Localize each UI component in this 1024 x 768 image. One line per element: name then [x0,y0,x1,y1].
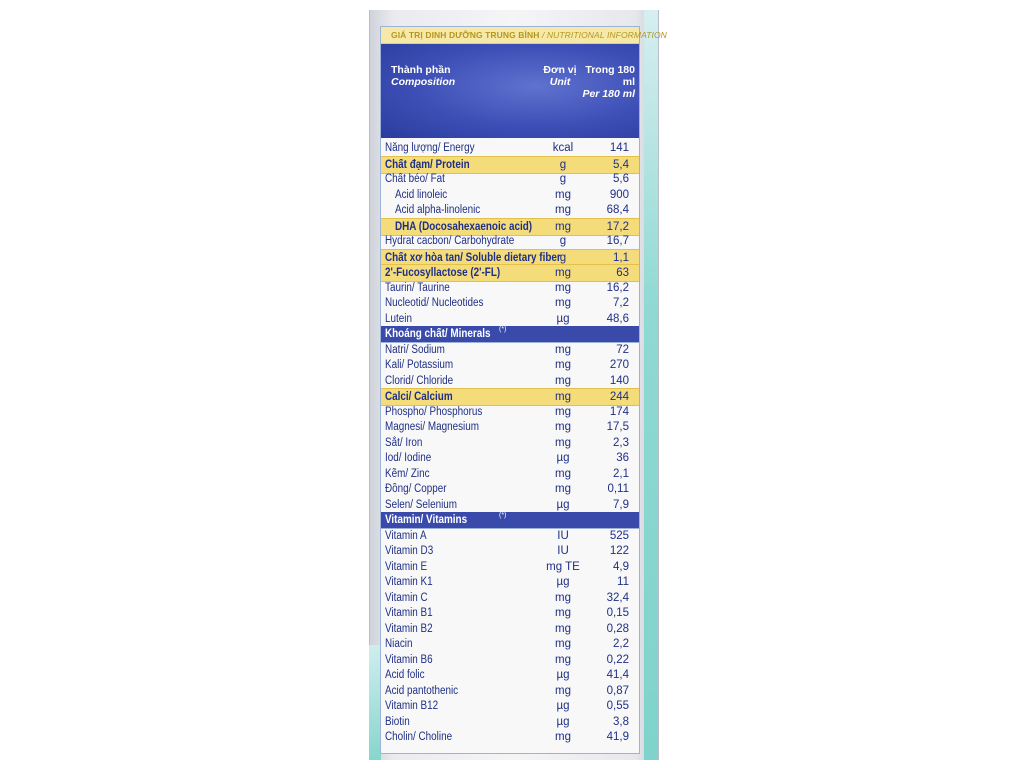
nutrient-row [381,404,639,420]
nutrient-row [381,311,639,327]
nutrient-value: 174 [609,405,629,418]
nutrient-unit: µg [556,576,570,588]
nutrient-unit: mg [555,638,571,650]
nutrient-value: 0,11 [607,483,629,495]
nutrient-value: 16,2 [606,281,629,294]
nutrient-row [381,171,639,187]
nutrient-name: Acid alpha-linolenic [395,204,481,216]
nutrient-name: Acid folic [385,669,425,681]
nutrient-value: 3,8 [613,715,629,728]
nutrient-value: 48,6 [606,312,629,325]
nutrient-row [381,481,639,497]
nutrient-unit: mg [555,267,571,279]
nutrient-name: 2'-Fucosyllactose (2'-FL) [385,267,501,279]
nutrient-name: Phospho/ Phosphorus [385,405,483,418]
nutrient-value: 16,7 [606,235,629,247]
nutrient-row [381,543,639,559]
nutrient-value: 4,9 [613,560,629,573]
nutrient-row [381,466,639,482]
nutrient-name: Vitamin/ Vitamins [385,514,468,526]
nutrient-value: 2,2 [613,638,629,650]
nutrient-row [381,698,639,714]
nutrient-row [381,636,639,652]
nutrient-value: 2,1 [613,467,629,480]
nutrient-unit: mg [555,359,571,371]
nutrient-name: Vitamin A [385,529,427,542]
nutrient-name: Nucleotid/ Nucleotides [385,297,484,309]
nutrient-unit: mg [555,281,571,294]
nutrient-name: Taurin/ Taurine [385,281,450,294]
nutrient-row [381,714,639,730]
nutrient-row [381,590,639,606]
nutrient-row [381,202,639,218]
nutrient-unit: µg [556,715,570,728]
nutrient-name: Đồng/ Copper [385,483,447,495]
nutrient-name: Natri/ Sodium [385,343,445,356]
nutrient-value: 41,4 [606,669,629,681]
nutrient-row [381,233,639,249]
nutrient-name: Hydrat cacbon/ Carbohydrate [385,235,515,247]
nutrient-name: Vitamin C [385,591,428,604]
nutrient-value: 68,4 [606,204,629,216]
nutrition-panel [380,26,667,754]
nutrient-row [381,450,639,466]
nutrient-name: Sắt/ Iron [385,436,423,449]
nutrient-name: Vitamin K1 [385,576,433,588]
nutrient-value: 122 [609,545,629,557]
nutrient-value: 17,5 [606,421,629,433]
nutrient-unit: g [559,235,567,247]
nutrient-unit: mg [555,188,571,201]
nutrient-name: Cholin/ Choline [385,731,453,743]
nutrient-value: 0,55 [606,700,629,712]
nutrient-row [381,621,639,637]
nutrient-value: 141 [609,142,629,154]
nutrient-unit: g [559,173,567,185]
nutrient-value: 0,15 [606,607,629,619]
nutrient-value: 5,6 [613,173,629,185]
nutrient-row [381,295,639,311]
nutrient-unit: g [559,158,567,171]
nutrient-name: Vitamin B12 [385,700,439,712]
nutrient-unit: mg [555,483,571,495]
nutrient-unit: mg [555,467,571,480]
nutrient-row [381,683,639,699]
nutrient-name: Năng lượng/ Energy [385,142,475,154]
nutrient-unit: mg [555,622,571,635]
col-per180-header: Trong 180 ml Per 180 ml [582,64,635,100]
nutrient-name: Iod/ Iodine [385,452,432,464]
nutrient-value: 1,1 [613,251,629,264]
nutrient-value: 41,9 [606,731,629,743]
nutrient-unit: µg [556,452,570,464]
nutrient-row [381,652,639,668]
nutrient-row [381,559,639,575]
nutrient-name: Magnesi/ Magnesium [385,421,480,433]
nutrient-row [381,419,639,435]
nutrient-row [381,357,639,373]
nutrient-row [381,667,639,683]
nutrient-name: Chất béo/ Fat [385,173,445,185]
nutrient-value: 11 [617,576,629,588]
nutrient-name: Chất xơ hòa tan/ Soluble dietary fiber [385,251,561,264]
nutrient-row [381,528,639,544]
nutrient-name: Lutein [385,312,412,325]
nutrient-name: Vitamin B2 [385,622,433,635]
nutrient-unit: mg TE [546,560,580,573]
nutrition-banner [381,27,667,44]
nutrient-name: Vitamin B6 [385,653,433,666]
nutrient-name: DHA (Docosahexaenoic acid) [395,220,533,233]
nutrient-unit: µg [556,312,570,325]
nutrient-value: 72 [616,343,629,356]
nutrient-unit: mg [555,607,571,619]
nutrient-row [381,140,639,156]
nutrient-value: 270 [609,359,629,371]
footnote-marker: (*) [499,326,507,333]
nutrient-unit: mg [555,421,571,433]
nutrient-row [381,497,639,513]
nutrient-value: 32,4 [606,591,629,604]
nutrient-name: Kali/ Potassium [385,359,454,371]
nutrient-value: 525 [609,529,629,542]
nutrient-row [381,729,639,745]
section-header-row [381,326,639,342]
nutrient-name: Khoáng chất/ Minerals [385,328,491,340]
nutrient-value: 0,28 [606,622,629,635]
nutrient-unit: µg [556,700,570,712]
nutrient-unit: mg [555,684,571,697]
nutrient-row [381,605,639,621]
nutrient-name: Clorid/ Chloride [385,374,454,387]
nutrient-value: 63 [616,267,629,279]
nutrient-row [381,280,639,296]
nutrient-name: Niacin [385,638,413,650]
nutrient-unit: mg [555,204,571,216]
carton-teal-edge [644,10,658,760]
section-header-row [381,512,639,528]
nutrient-unit: g [559,251,567,264]
col-unit-header: Đơn vị Unit [543,64,577,88]
nutrient-name: Kẽm/ Zinc [385,467,430,480]
nutrient-name: Chất đạm/ Protein [385,158,470,171]
nutrient-name: Vitamin D3 [385,545,434,557]
nutrient-unit: mg [555,220,571,233]
nutrient-row [381,435,639,451]
nutrient-unit: µg [556,498,570,511]
nutrient-unit: mg [555,374,571,387]
nutrient-name: Selen/ Selenium [385,498,458,511]
nutrient-value: 140 [609,374,629,387]
table-header [381,44,639,138]
nutrient-unit: mg [555,391,571,403]
nutrient-unit: kcal [552,142,574,154]
nutrient-name: Biotin [385,715,410,728]
col-composition-header: Thành phần Composition [391,64,456,88]
nutrient-unit: IU [557,529,569,542]
nutrient-name: Vitamin B1 [385,607,433,619]
nutrient-value: 36 [616,452,629,464]
nutrient-unit: µg [556,669,570,681]
nutrient-unit: mg [555,405,571,418]
nutrient-value: 2,3 [613,436,629,449]
nutrient-unit: mg [555,436,571,449]
banner-title: GIÁ TRỊ DINH DƯỠNG TRUNG BÌNH / NUTRITIONAL INFORMATION [391,30,667,40]
nutrient-row [381,187,639,203]
nutrient-unit: mg [555,591,571,604]
nutrient-unit: mg [555,731,571,743]
nutrient-value: 244 [609,391,629,403]
nutrient-value: 17,2 [606,220,629,233]
nutrient-value: 7,2 [613,297,629,309]
nutrient-unit: IU [557,545,569,557]
footnote-marker: (*) [499,512,507,519]
nutrient-name: Calci/ Calcium [385,391,453,403]
nutrient-name: Acid pantothenic [385,684,459,697]
nutrient-row [381,373,639,389]
nutrient-value: 5,4 [613,158,629,171]
nutrient-unit: mg [555,653,571,666]
nutrient-unit: mg [555,297,571,309]
nutrient-row [381,574,639,590]
nutrient-name: Acid linoleic [395,188,448,201]
nutrient-value: 0,87 [606,684,629,697]
nutrient-value: 900 [609,188,629,201]
nutrient-unit: mg [555,343,571,356]
nutrient-value: 0,22 [606,653,629,666]
nutrient-row [381,342,639,358]
nutrient-value: 7,9 [613,498,629,511]
nutrient-name: Vitamin E [385,560,428,573]
